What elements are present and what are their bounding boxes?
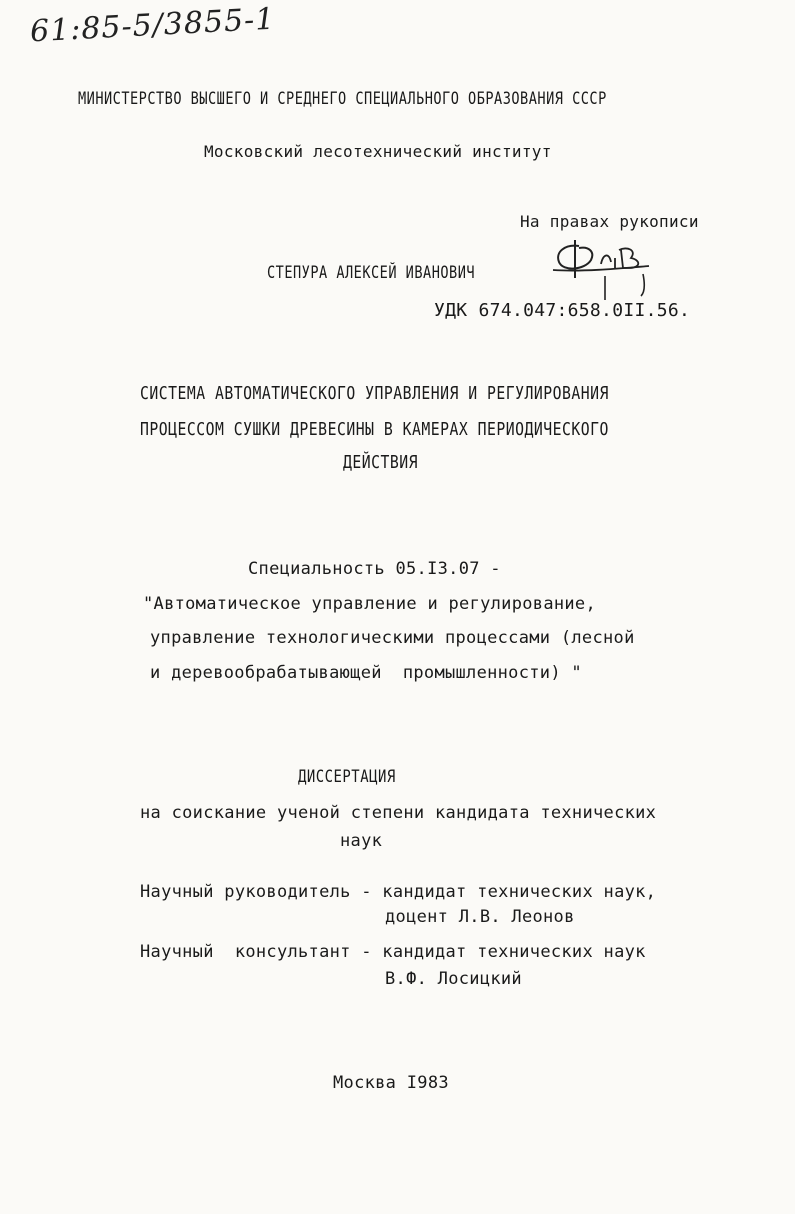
author-name: СТЕПУРА АЛЕКСЕЙ ИВАНОВИЧ	[267, 263, 476, 283]
consultant-line-2: В.Ф. Лосицкий	[385, 969, 522, 989]
specialty-line-2: управление технологическими процессами (лесной	[150, 628, 635, 648]
specialty-code: Специальность 05.I3.07 -	[248, 559, 501, 579]
signature	[545, 238, 655, 303]
specialty-line-1: "Автоматическое управление и регулирование,	[143, 594, 596, 614]
manuscript-rights: На правах рукописи	[520, 212, 699, 231]
degree-line-2: наук	[340, 831, 383, 851]
udc-code: УДК 674.047:658.0II.56.	[434, 300, 691, 321]
supervisor-line-1: Научный руководитель - кандидат технических наук,	[140, 882, 657, 902]
institute-name: Московский лесотехнический институт	[204, 142, 552, 161]
supervisor-line-2: доцент Л.В. Леонов	[385, 907, 575, 927]
title-line-1: СИСТЕМА АВТОМАТИЧЕСКОГО УПРАВЛЕНИЯ И РЕГУЛИРОВАНИЯ	[140, 383, 609, 404]
ministry-heading: МИНИСТЕРСТВО ВЫСШЕГО И СРЕДНЕГО СПЕЦИАЛЬНОГО ОБРАЗОВАНИЯ СССР	[78, 89, 607, 109]
city-year: Москва I983	[333, 1073, 449, 1093]
consultant-line-1: Научный консультант - кандидат технических наук	[140, 942, 646, 962]
degree-line-1: на соискание ученой степени кандидата технических	[140, 803, 657, 823]
dissertation-label: ДИССЕРТАЦИЯ	[298, 767, 396, 787]
archive-number-handwritten: 61:85-5/3855-1	[29, 1, 277, 50]
title-line-3: ДЕЙСТВИЯ	[343, 452, 419, 473]
specialty-line-3: и деревообрабатывающей промышленности) "	[150, 663, 582, 683]
title-line-2: ПРОЦЕССОМ СУШКИ ДРЕВЕСИНЫ В КАМЕРАХ ПЕРИОДИЧЕСКОГО	[140, 419, 609, 440]
